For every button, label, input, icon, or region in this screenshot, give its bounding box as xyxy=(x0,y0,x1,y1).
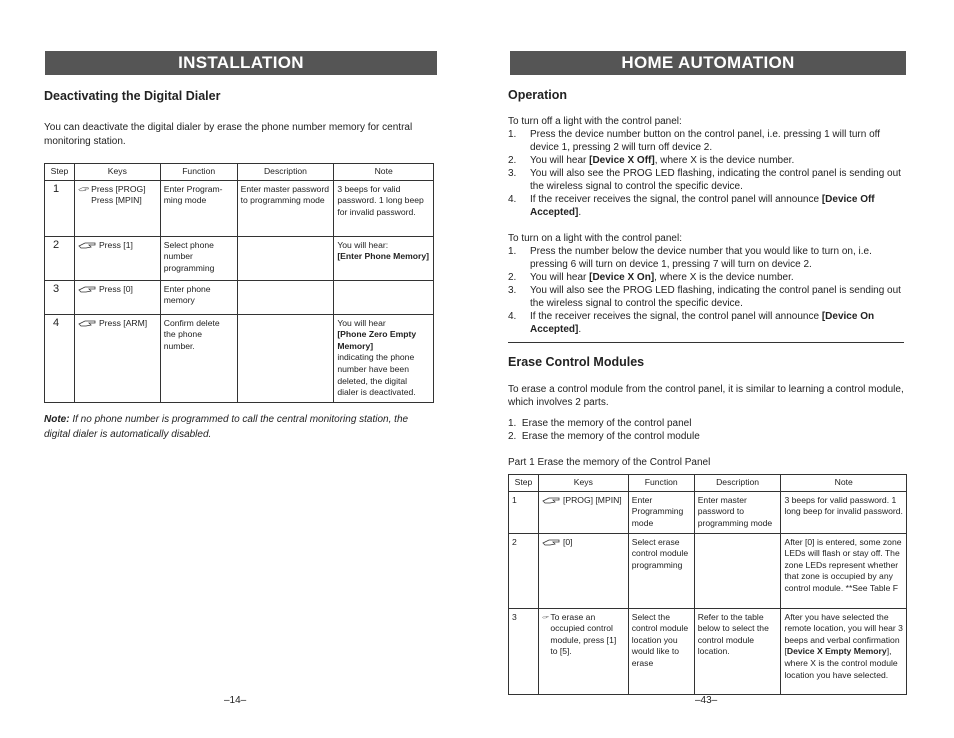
header-keys: Keys xyxy=(74,164,160,181)
list-item: 3. You will also see the PROG LED flashing, indicating the control panel is sending out the wireless signal to control the specific device. xyxy=(508,168,901,192)
note-text: You will hear xyxy=(337,317,386,328)
keys-text: [PROG] [MPIN] xyxy=(562,494,622,505)
description-cell xyxy=(237,280,334,314)
step-number: 3 xyxy=(45,280,75,314)
step-number: 1 xyxy=(509,491,539,533)
note-bold-text: [Enter Phone Memory] xyxy=(337,251,429,262)
keys-text: Press [0] xyxy=(98,283,133,294)
header-keys: Keys xyxy=(538,475,628,492)
description-cell xyxy=(237,236,334,280)
description-cell: Enter master password to programming mode xyxy=(237,180,334,236)
step-number: 3 xyxy=(509,608,539,694)
note-text-post: indicating the phone number have been deleted, the digital dialer is deactivated. xyxy=(337,352,416,398)
list-item: 2. You will hear [Device X Off], where X is the device number. xyxy=(508,155,795,166)
list-item: 4. If the receiver receives the signal, the control panel will announce [Device Off Accepted]. xyxy=(508,194,875,218)
description-cell: Refer to the table below to select the control module location. xyxy=(694,608,781,694)
note-cell: 3 beeps for valid password. 1 long beep for invalid password. xyxy=(334,180,434,236)
intro-paragraph: You can deactivate the digital dialer by erase the phone number memory for central monitoring station. xyxy=(44,122,413,147)
note-body: If no phone number is programmed to call the central monitoring station, the digital dialer is automatically disabled. xyxy=(44,414,409,440)
table-row xyxy=(45,180,434,236)
installation-banner: INSTALLATION xyxy=(45,51,437,75)
keys-text: Press [ARM] xyxy=(98,317,148,328)
erase-intro: To erase a control module from the control panel, it is similar to learning a control module, which involves 2 parts. xyxy=(508,384,904,408)
function-cell: Enter Program-ming mode xyxy=(160,180,237,236)
table-row xyxy=(45,314,434,402)
off-instructions xyxy=(508,115,908,219)
description-cell: Enter master password to programming mode xyxy=(694,491,781,533)
pointing-hand-icon xyxy=(78,284,98,294)
keys-text: To erase an occupied control module, press [1] to [5]. xyxy=(550,611,617,657)
home-automation-banner: HOME AUTOMATION xyxy=(510,51,906,75)
erase-heading: Erase Control Modules xyxy=(508,355,645,369)
note-cell: After [0] is entered, some zone LEDs will flash or stay off. The zone LEDs represent whether that zone is occupied by any control module. **See Table F xyxy=(781,533,907,608)
keys-cell xyxy=(538,608,628,694)
table-row xyxy=(509,491,907,533)
list-item: 2. Erase the memory of the control module xyxy=(508,431,700,442)
dialer-table xyxy=(44,163,434,403)
function-cell: Select the control module location you would like to erase xyxy=(628,608,694,694)
header-description: Description xyxy=(237,164,334,181)
table-row xyxy=(509,533,907,608)
keys-cell xyxy=(538,533,628,608)
list-item: 1. Press the number below the device number that you would like to turn on, i.e. pressing 6 will turn on device 1, pressing 7 will turn on device 2. xyxy=(508,246,872,270)
operation-heading: Operation xyxy=(508,88,568,102)
keys-cell xyxy=(74,180,160,236)
note-bold-text: Device X Empty Memory xyxy=(786,646,887,657)
pointing-hand-icon xyxy=(78,240,98,250)
header-function: Function xyxy=(160,164,237,181)
header-step: Step xyxy=(509,475,539,492)
description-cell xyxy=(694,533,781,608)
table-row xyxy=(45,236,434,280)
off-intro: To turn off a light with the control panel: xyxy=(508,116,682,127)
dialer-note xyxy=(44,412,434,442)
header-description: Description xyxy=(694,475,781,492)
table-row xyxy=(509,608,907,694)
pointing-hand-icon xyxy=(542,612,549,622)
step-number: 2 xyxy=(45,236,75,280)
note-bold-text: [Phone Zero Empty Memory] xyxy=(337,329,417,351)
header-note: Note xyxy=(334,164,434,181)
step-number: 2 xyxy=(509,533,539,608)
keys-cell xyxy=(74,280,160,314)
header-function: Function xyxy=(628,475,694,492)
keys-text: Press [1] xyxy=(98,239,133,250)
list-item: 4. If the receiver receives the signal, the control panel will announce [Device On Accepted]. xyxy=(508,311,875,335)
note-text: You will hear: xyxy=(337,239,389,250)
right-page xyxy=(477,0,954,738)
table-row xyxy=(45,280,434,314)
keys-cell xyxy=(74,314,160,402)
step-number: 4 xyxy=(45,314,75,402)
list-item: 1. Erase the memory of the control panel xyxy=(508,418,692,429)
header-step: Step xyxy=(45,164,75,181)
function-cell: Select phone number programming xyxy=(160,236,237,280)
section-heading: Deactivating the Digital Dialer xyxy=(44,89,221,103)
erase-parts-list xyxy=(508,417,908,443)
pointing-hand-icon xyxy=(542,537,562,547)
header-note: Note xyxy=(781,475,907,492)
keys-text: Press [PROG] Press [MPIN] xyxy=(91,183,146,206)
list-item: 1. Press the device number button on the control panel, i.e. pressing 1 will turn off device 1, pressing 2 will turn off device 2. xyxy=(508,129,881,153)
pointing-hand-icon xyxy=(78,318,98,328)
step-number: 1 xyxy=(45,180,75,236)
function-cell: Enter phone memory xyxy=(160,280,237,314)
on-intro: To turn on a light with the control panel: xyxy=(508,233,682,244)
function-cell: Enter Programming mode xyxy=(628,491,694,533)
list-item: 3. You will also see the PROG LED flashing, indicating the control panel is sending out the wireless signal to control the specific device. xyxy=(508,285,901,309)
note-cell xyxy=(334,280,434,314)
list-item: 2. You will hear [Device X On], where X is the device number. xyxy=(508,272,794,283)
keys-cell xyxy=(538,491,628,533)
on-instructions xyxy=(508,232,908,336)
note-label: Note: xyxy=(44,414,70,425)
note-cell xyxy=(334,236,434,280)
page-number: –43– xyxy=(695,695,718,706)
erase-table xyxy=(508,474,907,695)
page-number: –14– xyxy=(224,695,247,706)
function-cell: Confirm delete the phone number. xyxy=(160,314,237,402)
keys-cell xyxy=(74,236,160,280)
note-cell: 3 beeps for valid password. 1 long beep for invalid password. xyxy=(781,491,907,533)
pointing-hand-icon xyxy=(542,495,562,505)
function-cell: Select erase control module programming xyxy=(628,533,694,608)
pointing-hand-icon xyxy=(78,184,90,194)
note-cell xyxy=(334,314,434,402)
description-cell xyxy=(237,314,334,402)
keys-text: [0] xyxy=(562,536,573,547)
part1-caption: Part 1 Erase the memory of the Control Panel xyxy=(508,457,711,468)
note-cell: After you have selected the remote location, you will hear 3 beeps and verbal confirmation [Device X Empty Memory], where X is the control module location you have selected. xyxy=(781,608,907,694)
section-divider xyxy=(508,342,904,343)
